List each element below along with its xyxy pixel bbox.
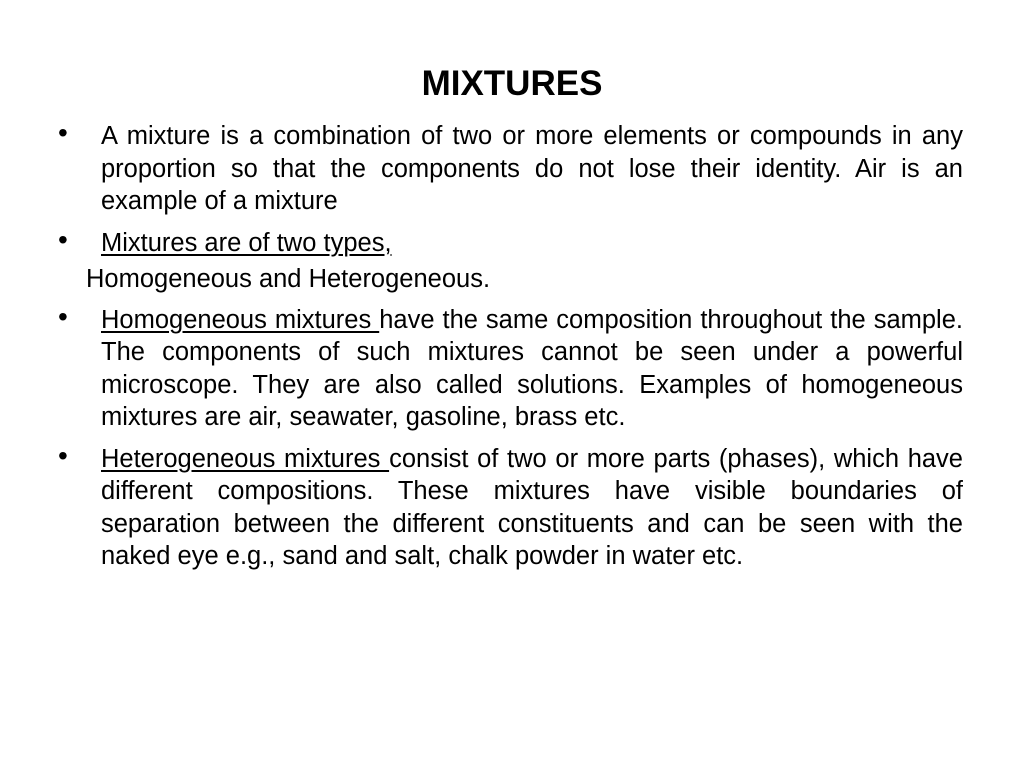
bullet-homogeneous (58, 300, 963, 434)
homogeneous-term: Homogeneous mixtures (101, 305, 380, 334)
types-line: Homogeneous and Heterogeneous. (86, 265, 491, 293)
bullet-definition (58, 117, 963, 218)
bullet-icon: • (58, 300, 68, 332)
heterogeneous-description: consist of two or more parts (phases), which have different compositions. These mixtures have visible boundaries of separation between the different constituents and can be seen with the naked eye e.g., sand and salt, chalk powder in water etc. (101, 444, 963, 570)
bullet-types (58, 223, 963, 260)
heterogeneous-term: Heterogeneous mixtures (101, 444, 390, 473)
bullet-heterogeneous (58, 439, 963, 573)
slide-title: MIXTURES (421, 64, 603, 103)
homogeneous-description: have the same composition throughout the sample. The components of such mixtures cannot be seen under a powerful microscope. They are also called solutions. Examples of homogeneous mixtures are air, seawater, gasoline, brass etc. (101, 305, 963, 431)
bullet-text: A mixture is a combination of two or more elements or compounds in any proportion so that the components do not lose their identity. Air is an example of a mixture (101, 122, 963, 215)
bullet-underlined-text: Mixtures are of two types, (101, 228, 392, 257)
slide-content (58, 117, 963, 582)
bullet-icon: • (58, 117, 68, 148)
bullet-icon: • (58, 223, 68, 255)
bullet-icon: • (58, 439, 68, 471)
